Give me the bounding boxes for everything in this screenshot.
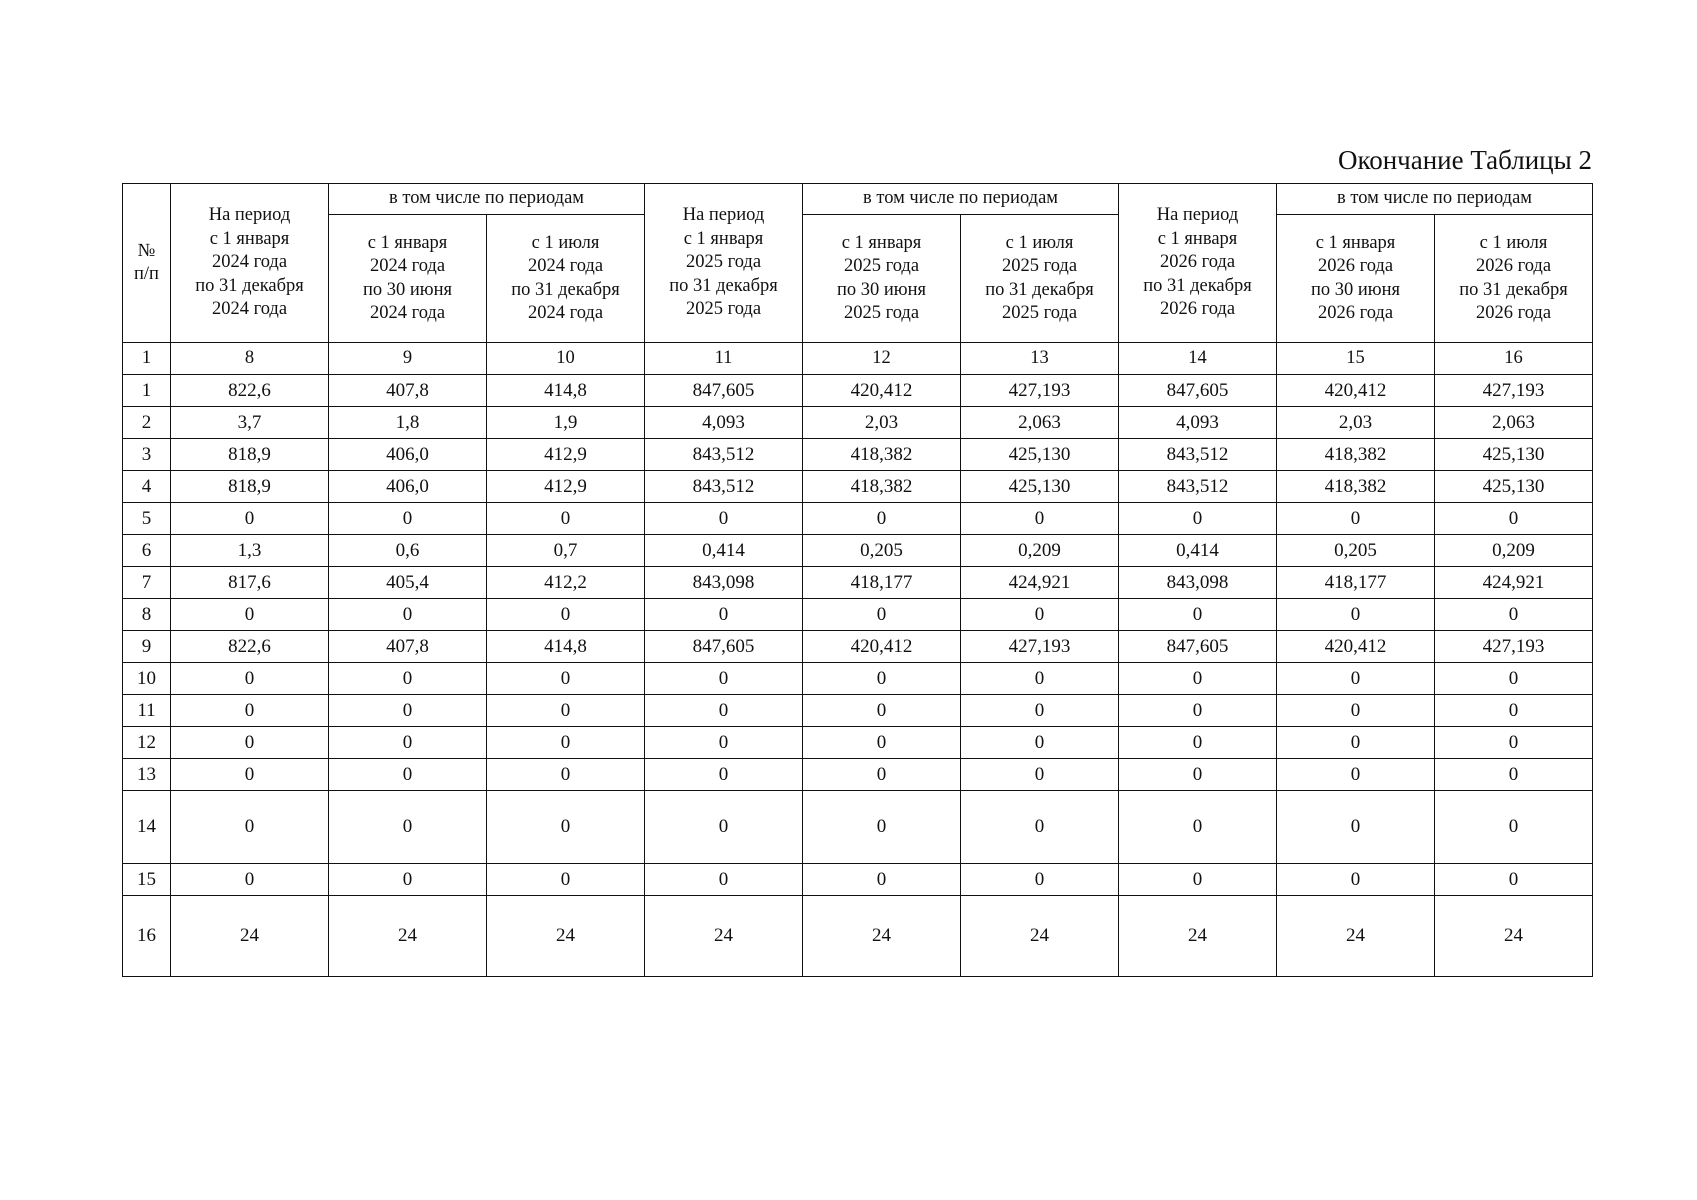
table-cell: 418,382 [803, 471, 961, 503]
table-cell: 0 [961, 503, 1119, 535]
table-cell: 3,7 [171, 407, 329, 439]
row-number: 8 [123, 599, 171, 631]
header-line: по 31 декабря [669, 275, 778, 296]
header-line: 2026 года [1159, 299, 1236, 320]
table-cell: 0 [645, 864, 803, 896]
row-number: 4 [123, 471, 171, 503]
table-cell: 0,205 [1277, 535, 1435, 567]
header-line: по 31 декабря [1143, 275, 1252, 296]
table-row [123, 375, 1593, 407]
header-half-h1-2026 [1277, 215, 1435, 343]
table-row [123, 695, 1593, 727]
data-table [122, 183, 1593, 977]
table-cell: 0 [1277, 599, 1435, 631]
header-period-total-2024 [171, 184, 329, 343]
table-cell: 0,6 [329, 535, 487, 567]
column-number: 14 [1119, 343, 1277, 375]
header-line: 2024 года [527, 303, 604, 323]
table-cell: 24 [803, 896, 961, 977]
table-cell: 818,9 [171, 471, 329, 503]
header-line: 2026 года [1317, 303, 1394, 323]
table-cell: 1,9 [487, 407, 645, 439]
header-line: по 31 декабря [195, 275, 304, 296]
table-cell: 412,2 [487, 567, 645, 599]
table-cell: 0 [487, 695, 645, 727]
table-cell: 0 [645, 791, 803, 864]
table-cell: 24 [1277, 896, 1435, 977]
table-cell: 0 [487, 727, 645, 759]
header-line: 2025 года [1001, 256, 1078, 276]
table-cell: 0,414 [1119, 535, 1277, 567]
table-cell: 24 [171, 896, 329, 977]
table-cell: 0 [171, 663, 329, 695]
table-cell: 427,193 [1435, 375, 1593, 407]
table-cell: 0 [1119, 503, 1277, 535]
table-cell: 0 [329, 791, 487, 864]
table-cell: 0 [329, 864, 487, 896]
table-cell: 0,209 [961, 535, 1119, 567]
table-row [123, 759, 1593, 791]
header-number-cell [123, 184, 171, 343]
header-line: 2026 года [1475, 303, 1552, 323]
table-cell: 0 [645, 599, 803, 631]
table-cell: 0,414 [645, 535, 803, 567]
table-cell: 420,412 [803, 375, 961, 407]
column-number: 9 [329, 343, 487, 375]
table-cell: 405,4 [329, 567, 487, 599]
table-cell: 4,093 [645, 407, 803, 439]
table-cell: 0 [1119, 727, 1277, 759]
column-number: 13 [961, 343, 1119, 375]
header-line: На период [208, 205, 291, 226]
column-number-row [123, 343, 1593, 375]
table-cell: 418,382 [1277, 471, 1435, 503]
table-cell: 24 [961, 896, 1119, 977]
table-cell: 0 [1277, 791, 1435, 864]
table-row [123, 791, 1593, 864]
table-cell: 0 [961, 759, 1119, 791]
header-line: по 30 июня [362, 279, 453, 300]
table-cell: 418,382 [1277, 439, 1435, 471]
table-cell: 0 [645, 727, 803, 759]
header-line: с 1 января [841, 232, 922, 253]
header-line: 2026 года [1159, 252, 1236, 273]
table-cell: 0 [1119, 759, 1277, 791]
table-cell: 2,03 [803, 407, 961, 439]
column-number: 12 [803, 343, 961, 375]
header-period-total-2026 [1119, 184, 1277, 343]
table-cell: 843,098 [645, 567, 803, 599]
table-cell: 412,9 [487, 439, 645, 471]
table-cell: 0 [645, 503, 803, 535]
table-cell: 420,412 [1277, 375, 1435, 407]
row-number: 12 [123, 727, 171, 759]
table-cell: 0 [1435, 864, 1593, 896]
header-line: с 1 июля [531, 232, 600, 253]
table-cell: 847,605 [1119, 375, 1277, 407]
header-line: 2025 года [843, 303, 920, 323]
table-cell: 1,3 [171, 535, 329, 567]
table-row [123, 503, 1593, 535]
header-line: по 30 июня [836, 279, 927, 300]
table-cell: 406,0 [329, 439, 487, 471]
table-cell: 0 [329, 759, 487, 791]
header-line: На период [1156, 205, 1239, 226]
table-cell: 418,382 [803, 439, 961, 471]
table-cell: 0 [171, 864, 329, 896]
table-cell: 818,9 [171, 439, 329, 471]
table-cell: 0 [645, 759, 803, 791]
header-subperiods-2026: в том числе по периодам [1277, 184, 1593, 215]
table-cell: 0 [961, 727, 1119, 759]
table-row [123, 896, 1593, 977]
table-cell: 0 [803, 503, 961, 535]
table-cell: 427,193 [1435, 631, 1593, 663]
table-cell: 420,412 [1277, 631, 1435, 663]
table-cell: 0 [1277, 727, 1435, 759]
header-line: 2024 года [369, 303, 446, 323]
row-number: 10 [123, 663, 171, 695]
table-cell: 0 [329, 503, 487, 535]
table-cell: 0 [171, 503, 329, 535]
column-number: 1 [123, 343, 171, 375]
header-line: 2024 года [527, 256, 604, 276]
table-cell: 0 [1119, 695, 1277, 727]
table-cell: 414,8 [487, 375, 645, 407]
table-cell: 847,605 [645, 375, 803, 407]
table-cell: 2,063 [1435, 407, 1593, 439]
header-period-total-2025 [645, 184, 803, 343]
header-line: 2024 года [211, 299, 288, 320]
row-number: 13 [123, 759, 171, 791]
header-line: по 31 декабря [511, 279, 620, 300]
table-cell: 2,03 [1277, 407, 1435, 439]
table-cell: 0 [487, 599, 645, 631]
row-number: 16 [123, 896, 171, 977]
header-line: по 30 июня [1310, 279, 1401, 300]
header-half-h1-2025 [803, 215, 961, 343]
table-cell: 0 [1435, 695, 1593, 727]
table-cell: 425,130 [1435, 439, 1593, 471]
table-cell: 406,0 [329, 471, 487, 503]
row-number: 1 [123, 375, 171, 407]
table-cell: 24 [487, 896, 645, 977]
table-row [123, 727, 1593, 759]
header-subperiods-2024: в том числе по периодам [329, 184, 645, 215]
table-cell: 0 [961, 791, 1119, 864]
table-cell: 24 [1119, 896, 1277, 977]
header-line: 2025 года [843, 256, 920, 276]
table-cell: 0,205 [803, 535, 961, 567]
table-cell: 0 [961, 599, 1119, 631]
table-cell: 0 [803, 864, 961, 896]
table-cell: 0 [1119, 599, 1277, 631]
table-cell: 0 [1435, 791, 1593, 864]
header-line: с 1 января [683, 228, 764, 249]
table-cell: 407,8 [329, 631, 487, 663]
column-number: 8 [171, 343, 329, 375]
header-line: с 1 января [209, 228, 290, 249]
row-number: 3 [123, 439, 171, 471]
header-line: 2025 года [685, 299, 762, 320]
table-row [123, 864, 1593, 896]
row-number: 7 [123, 567, 171, 599]
header-line: 2025 года [1001, 303, 1078, 323]
table-cell: 817,6 [171, 567, 329, 599]
table-cell: 414,8 [487, 631, 645, 663]
table-row [123, 663, 1593, 695]
table-cell: 0 [487, 663, 645, 695]
table-row [123, 439, 1593, 471]
table-cell: 0 [645, 695, 803, 727]
table-cell: 0,7 [487, 535, 645, 567]
table-cell: 0 [803, 663, 961, 695]
table-cell: 0 [171, 727, 329, 759]
table-cell: 0 [1119, 791, 1277, 864]
header-half-h1-2024 [329, 215, 487, 343]
header-line: с 1 января [367, 232, 448, 253]
row-number: 15 [123, 864, 171, 896]
header-line: с 1 января [1315, 232, 1396, 253]
column-number: 16 [1435, 343, 1593, 375]
table-cell: 0 [1277, 695, 1435, 727]
table-cell: 0 [171, 759, 329, 791]
table-cell: 0 [329, 663, 487, 695]
table-row [123, 599, 1593, 631]
table-cell: 427,193 [961, 375, 1119, 407]
header-half-h2-2026 [1435, 215, 1593, 343]
row-number: 5 [123, 503, 171, 535]
header-half-h2-2024 [487, 215, 645, 343]
header-line: 2026 года [1317, 256, 1394, 276]
header-subperiods-2025: в том числе по периодам [803, 184, 1119, 215]
table-row [123, 567, 1593, 599]
header-line: На период [682, 205, 765, 226]
row-number: 11 [123, 695, 171, 727]
header-line: с 1 января [1157, 228, 1238, 249]
header-line: 2024 года [369, 256, 446, 276]
table-cell: 0 [803, 791, 961, 864]
table-cell: 0 [487, 503, 645, 535]
table-cell: 0 [1277, 759, 1435, 791]
table-header [123, 184, 1593, 375]
table-cell: 24 [1435, 896, 1593, 977]
table-cell: 0,209 [1435, 535, 1593, 567]
header-line: 2026 года [1475, 256, 1552, 276]
table-cell: 425,130 [1435, 471, 1593, 503]
table-cell: 418,177 [1277, 567, 1435, 599]
table-row [123, 631, 1593, 663]
header-number-line: п/п [134, 264, 159, 284]
row-number: 14 [123, 791, 171, 864]
table-cell: 0 [1277, 503, 1435, 535]
table-cell: 1,8 [329, 407, 487, 439]
table-cell: 412,9 [487, 471, 645, 503]
table-cell: 0 [487, 791, 645, 864]
header-line: с 1 июля [1479, 232, 1548, 253]
header-line: 2024 года [211, 252, 288, 273]
row-number: 9 [123, 631, 171, 663]
table-cell: 0 [329, 727, 487, 759]
table-cell: 0 [803, 759, 961, 791]
header-row-halves [123, 215, 1593, 343]
table-cell: 0 [803, 695, 961, 727]
table-cell: 427,193 [961, 631, 1119, 663]
table-cell: 822,6 [171, 375, 329, 407]
table-cell: 0 [961, 864, 1119, 896]
table-cell: 425,130 [961, 471, 1119, 503]
table-cell: 424,921 [961, 567, 1119, 599]
header-line: с 1 июля [1005, 232, 1074, 253]
table-cell: 0 [1119, 663, 1277, 695]
table-cell: 0 [1435, 663, 1593, 695]
table-cell: 2,063 [961, 407, 1119, 439]
table-cell: 0 [1277, 663, 1435, 695]
table-row [123, 471, 1593, 503]
header-line: по 31 декабря [985, 279, 1094, 300]
table-cell: 0 [961, 695, 1119, 727]
header-line: по 31 декабря [1459, 279, 1568, 300]
table-cell: 0 [803, 599, 961, 631]
table-cell: 0 [645, 663, 803, 695]
table-cell: 0 [1435, 503, 1593, 535]
column-number: 11 [645, 343, 803, 375]
table-cell: 843,512 [1119, 439, 1277, 471]
table-cell: 0 [1435, 727, 1593, 759]
table-cell: 24 [329, 896, 487, 977]
table-cell: 4,093 [1119, 407, 1277, 439]
table-cell: 0 [171, 695, 329, 727]
table-cell: 0 [1435, 759, 1593, 791]
column-number: 10 [487, 343, 645, 375]
table-cell: 407,8 [329, 375, 487, 407]
table-cell: 0 [329, 599, 487, 631]
table-cell: 424,921 [1435, 567, 1593, 599]
table-cell: 0 [1277, 864, 1435, 896]
table-cell: 425,130 [961, 439, 1119, 471]
table-cell: 843,512 [645, 471, 803, 503]
table-caption: Окончание Таблицы 2 [1337, 145, 1592, 175]
table-row [123, 535, 1593, 567]
table-cell: 0 [171, 599, 329, 631]
table-row [123, 407, 1593, 439]
header-line: 2025 года [685, 252, 762, 273]
table-cell: 822,6 [171, 631, 329, 663]
table-cell: 847,605 [1119, 631, 1277, 663]
table-cell: 420,412 [803, 631, 961, 663]
table-cell: 0 [487, 864, 645, 896]
table-cell: 418,177 [803, 567, 961, 599]
header-row-top [123, 184, 1593, 215]
table-cell: 0 [171, 791, 329, 864]
table-cell: 847,605 [645, 631, 803, 663]
table-body [123, 375, 1593, 977]
row-number: 6 [123, 535, 171, 567]
table-cell: 24 [645, 896, 803, 977]
table-cell: 0 [1119, 864, 1277, 896]
table-cell: 0 [803, 727, 961, 759]
header-number-line: № [137, 240, 156, 261]
table-cell: 843,512 [645, 439, 803, 471]
table-cell: 0 [1435, 599, 1593, 631]
table-cell: 843,512 [1119, 471, 1277, 503]
table-cell: 843,098 [1119, 567, 1277, 599]
table-cell: 0 [487, 759, 645, 791]
table-cell: 0 [961, 663, 1119, 695]
row-number: 2 [123, 407, 171, 439]
column-number: 15 [1277, 343, 1435, 375]
table-cell: 0 [329, 695, 487, 727]
header-half-h2-2025 [961, 215, 1119, 343]
